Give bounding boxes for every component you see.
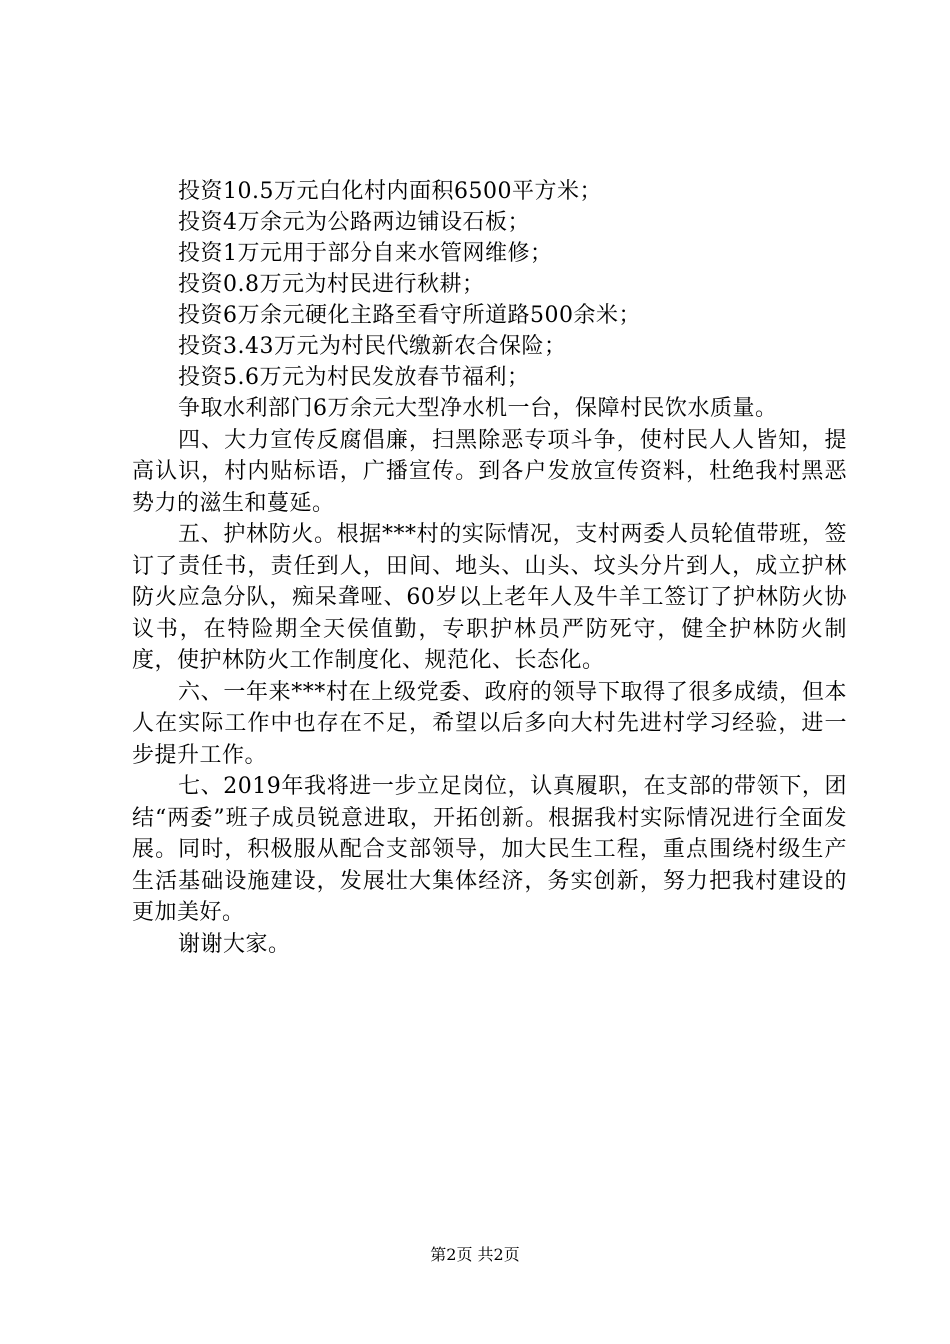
investment-line-5: 投资6万余元硬化主路至看守所道路500余米；	[178, 303, 641, 328]
page-number-footer: 第2页 共2页	[430, 1245, 520, 1264]
investment-line-1: 投资10.5万元白化村内面积6500平方米；	[178, 179, 602, 204]
paragraph-water-purifier: 争取水利部门6万余元大型净水机一台，保障村民饮水质量。	[178, 396, 778, 421]
paragraph-2019-plan: 七、2019年我将进一步立足岗位，认真履职，在支部的带领下，团结“两委”班子成员锐意进取，开拓创新。根据我村实际情况进行全面发展。同时，积极服从配合支部领导，加大民生工程，重点围绕村级生产生活基础设施建设，发展壮大集体经济，务实创新，努力把我村建设的更加美好。	[132, 774, 847, 925]
paragraph-thanks: 谢谢大家。	[178, 931, 291, 957]
paragraph-anti-corruption: 四、大力宣传反腐倡廉，扫黑除恶专项斗争，使村民人人皆知，提高认识，村内贴标语，广播宣传。到各户发放宣传资料，杜绝我村黑恶势力的滋生和蔓延。	[132, 427, 847, 516]
investment-line-7: 投资5.6万元为村民发放春节福利；	[178, 365, 530, 390]
investment-line-4: 投资0.8万元为村民进行秋耕；	[178, 272, 485, 297]
investment-line-2: 投资4万余元为公路两边铺设石板；	[178, 210, 530, 235]
paragraph-forest-fire: 五、护林防火。根据***村的实际情况，支村两委人员轮值带班，签订了责任书，责任到人，田间、地头、山头、坟头分片到人，成立护林防火应急分队，痴呆聋哑、60岁以上老年人及牛羊工签订了护林防火协议书，在特险期全天侯值勤，专职护林员严防死守，健全护林防火制度，使护林防火工作制度化、规范化、长态化。	[132, 522, 847, 673]
investment-line-3: 投资1万元用于部分自来水管网维修；	[178, 241, 553, 266]
investment-line-6: 投资3.43万元为村民代缴新农合保险；	[178, 334, 567, 359]
paragraph-achievements: 六、一年来***村在上级党委、政府的领导下取得了很多成绩，但本人在实际工作中也存在不足，希望以后多向大村先进村学习经验，进一步提升工作。	[132, 679, 847, 768]
document-body	[132, 176, 847, 960]
